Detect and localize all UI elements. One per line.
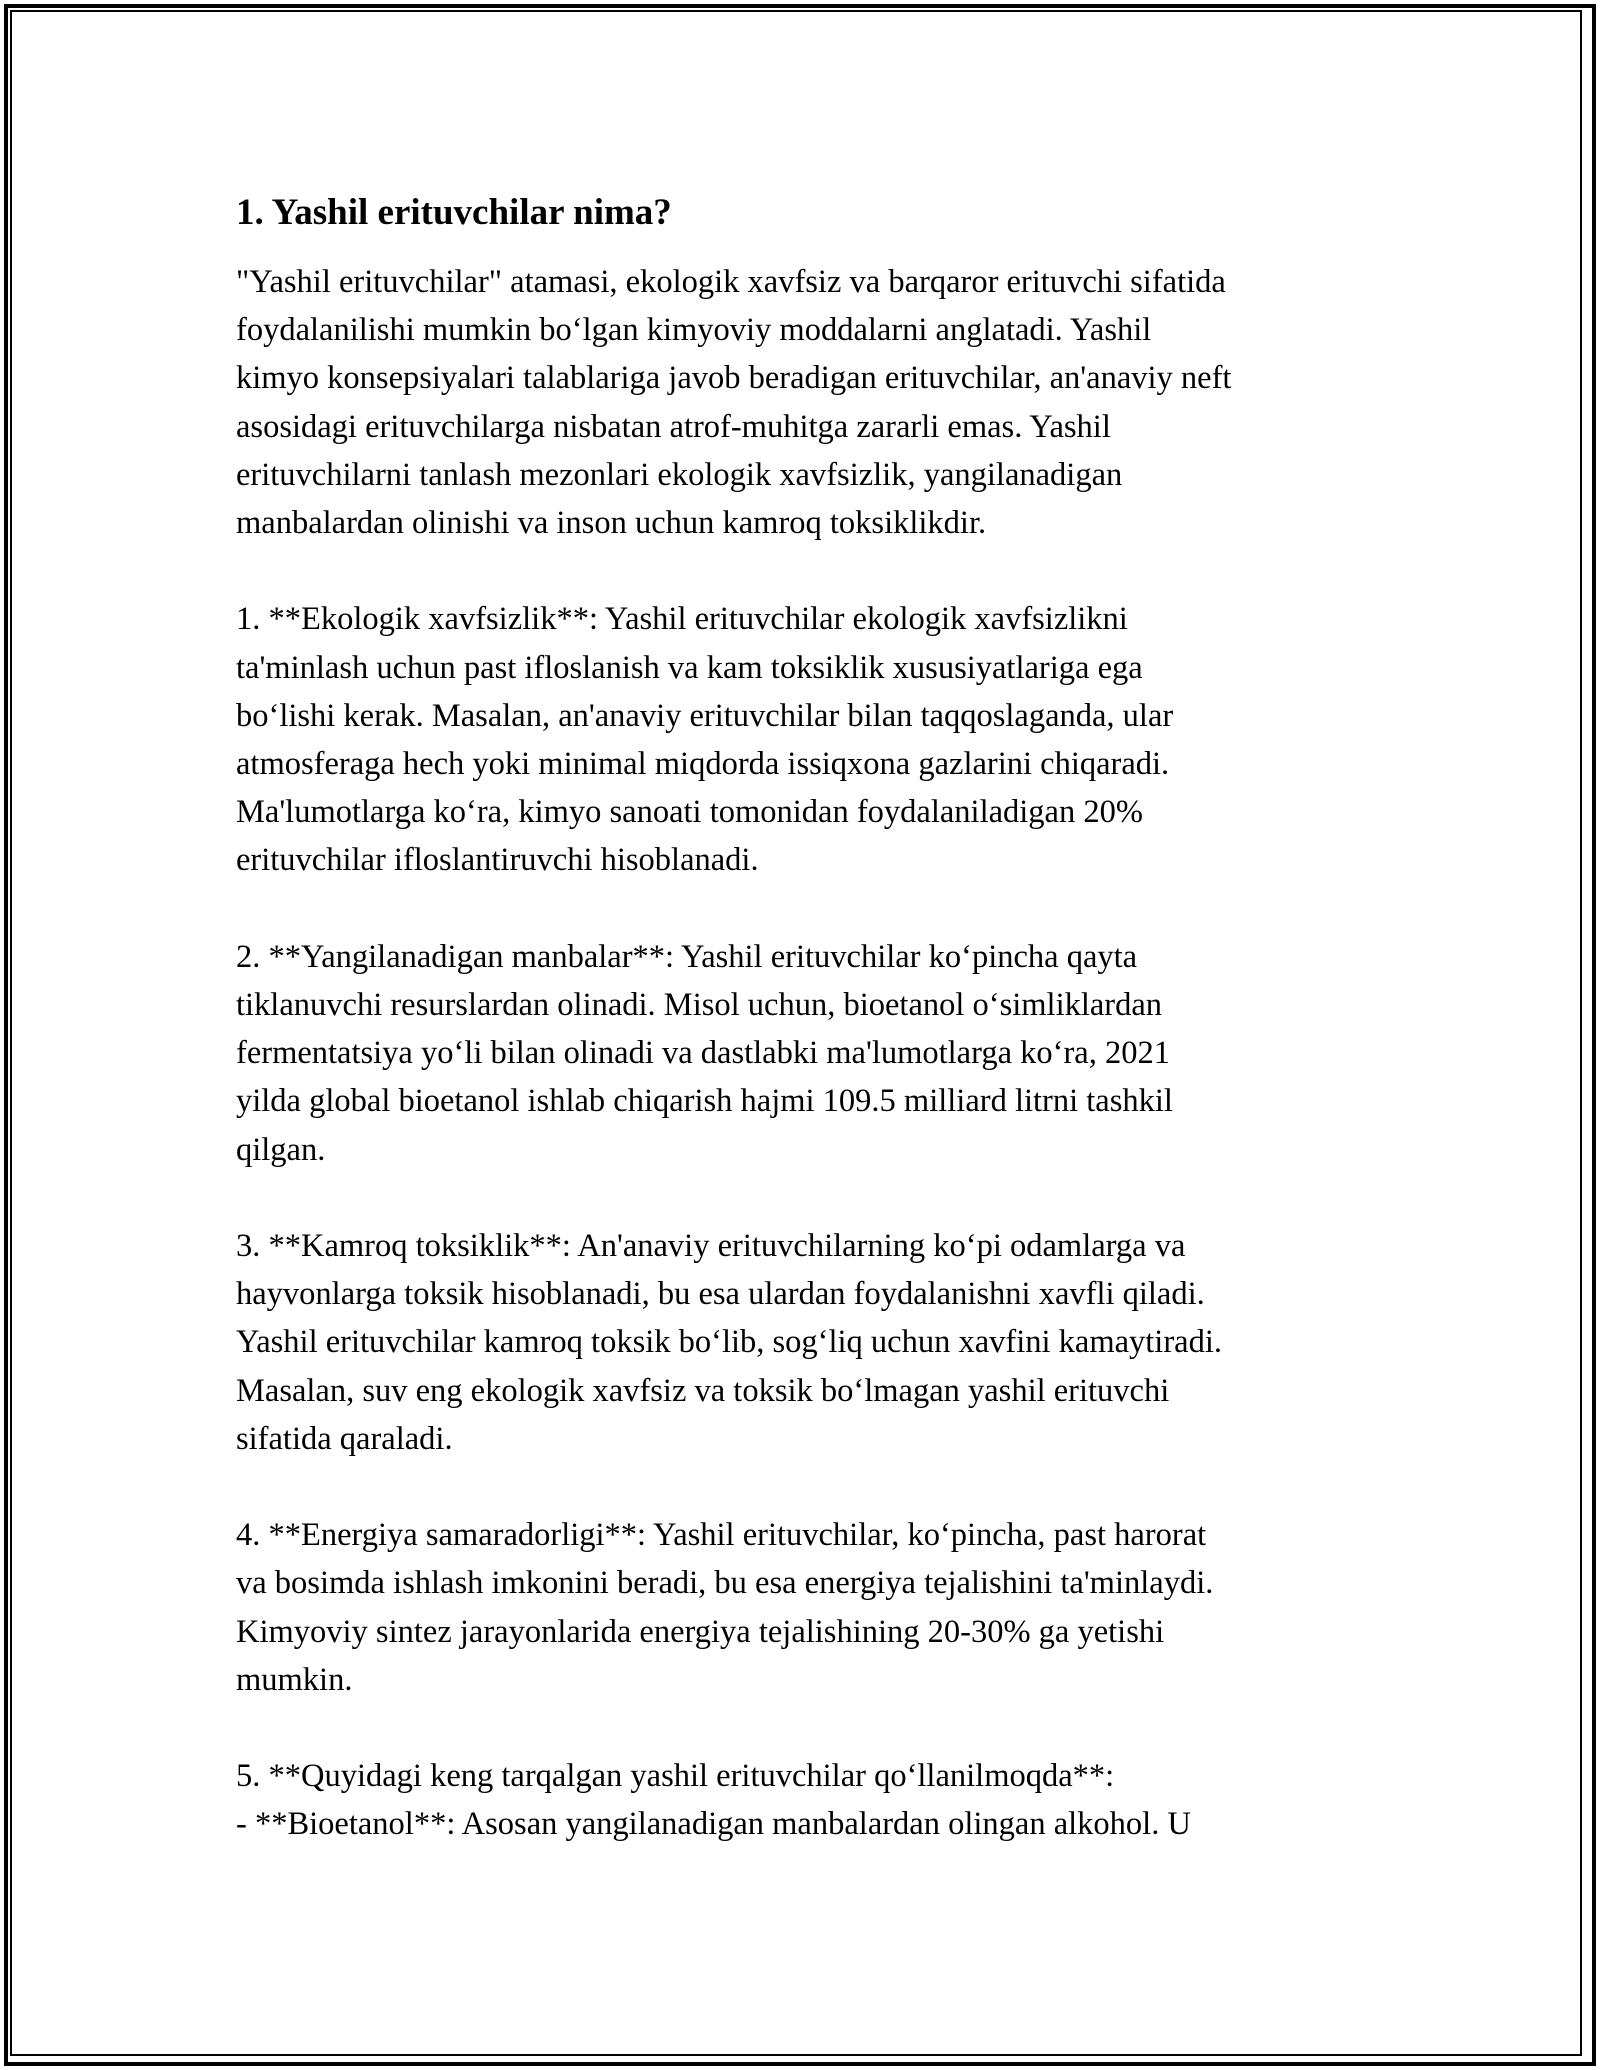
point-ecological-safety: 1. **Ekologik xavfsizlik**: Yashil erituvchilar ekologik xavfsizlikni ta'minlash uchun past ifloslanish va kam toksiklik xususiyatlariga ega bo‘lishi kerak. Masalan, an'anaviy erituvchilar bilan taqqoslaganda, ular atmosferaga hech yoki minimal miqdorda issiqxona gazlarini chiqaradi. Ma'lumotlarga ko‘ra, kimyo sanoati tomonidan foydalaniladigan 20% erituvchilar ifloslantiruvchi hisoblanadi. <box>236 601 1174 879</box>
point-lower-toxicity: 3. **Kamroq toksiklik**: An'anaviy erituvchilarning ko‘pi odamlarga va hayvonlarga toksik hisoblanadi, bu esa ulardan foydalanishni xavfli qiladi. Yashil erituvchilar kamroq toksik bo‘lib, sog‘liq uchun xavfini kamaytiradi. Masalan, suv eng ekologik xavfsiz va toksik bo‘lmagan yashil erituvchi sifatida qaraladi. <box>236 1228 1222 1457</box>
document-body <box>236 188 1386 1849</box>
point-common-green-solvents: 5. **Quyidagi keng tarqalgan yashil erituvchilar qo‘llanilmoqda**: - **Bioetanol**: Asosan yangilanadigan manbalardan olingan alkohol. U <box>236 1758 1191 1843</box>
section-heading: 1. Yashil erituvchilar nima? <box>236 192 672 233</box>
point-renewable-sources: 2. **Yangilanadigan manbalar**: Yashil erituvchilar ko‘pincha qayta tiklanuvchi resurslardan olinadi. Misol uchun, bioetanol o‘simliklardan fermentatsiya yo‘li bilan olinadi va dastlabki ma'lumotlarga ko‘ra, 2021 yilda global bioetanol ishlab chiqarish hajmi 109.5 milliard litrni tashkil qilgan. <box>236 938 1173 1168</box>
intro-paragraph: "Yashil erituvchilar" atamasi, ekologik xavfsiz va barqaror erituvchi sifatida foydalanilishi mumkin bo‘lgan kimyoviy moddalarni anglatadi. Yashil kimyo konsepsiyalari talablariga javob beradigan erituvchilar, an'anaviy neft asosidagi erituvchilarga nisbatan atrof-muhitga zararli emas. Yashil erituvchilarni tanlash mezonlari ekologik xavfsizlik, yangilanadigan manbalardan olinishi va inson uchun kamroq toksiklikdir. <box>236 264 1232 542</box>
point-energy-efficiency: 4. **Energiya samaradorligi**: Yashil erituvchilar, ko‘pincha, past harorat va bosimda ishlash imkonini beradi, bu esa energiya tejalishini ta'minlaydi. Kimyoviy sintez jarayonlarida energiya tejalishining 20-30% ga yetishi mumkin. <box>236 1517 1214 1698</box>
